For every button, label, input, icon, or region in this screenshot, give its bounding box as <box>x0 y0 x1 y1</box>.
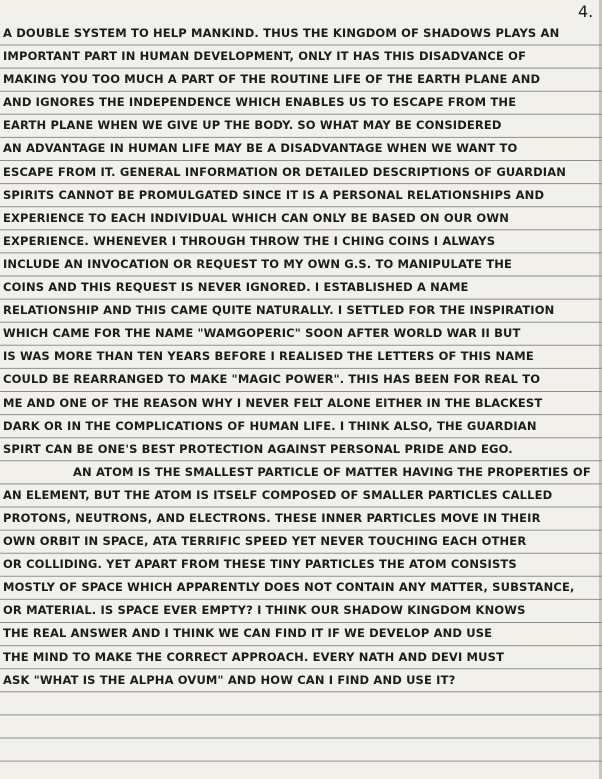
handwritten-line: IMPORTANT PART IN HUMAN DEVELOPMENT, ONLY IT HAS THIS DISADVANCE OF <box>3 49 527 64</box>
handwritten-line: AN ATOM IS THE SMALLEST PARTICLE OF MATTER HAVING THE PROPERTIES OF <box>73 464 591 479</box>
page-number: 4. <box>578 2 594 21</box>
handwritten-line: ESCAPE FROM IT. GENERAL INFORMATION OR DETAILED DESCRIPTIONS OF GUARDIAN <box>3 164 567 179</box>
handwritten-line: DARK OR IN THE COMPLICATIONS OF HUMAN LIFE. I THINK ALSO, THE GUARDIAN <box>3 418 537 433</box>
handwritten-line: PROTONS, NEUTRONS, AND ELECTRONS. THESE INNER PARTICLES MOVE IN THEIR <box>3 510 541 525</box>
handwritten-line: INCLUDE AN INVOCATION OR REQUEST TO MY OWN G.S. TO MANIPULATE THE <box>3 256 513 271</box>
handwritten-line: ASK "WHAT IS THE ALPHA OVUM" AND HOW CAN I FIND AND USE IT? <box>3 672 456 687</box>
handwritten-line: MAKING YOU TOO MUCH A PART OF THE ROUTINE LIFE OF THE EARTH PLANE AND <box>3 72 541 87</box>
handwritten-line: A DOUBLE SYSTEM TO HELP MANKIND. THUS THE KINGDOM OF SHADOWS PLAYS AN <box>3 26 560 40</box>
handwritten-line: WHICH CAME FOR THE NAME "WAMGOPERIC" SOON AFTER WORLD WAR II BUT <box>3 326 521 341</box>
handwritten-line: COULD BE REARRANGED TO MAKE "MAGIC POWER". THIS HAS BEEN FOR REAL TO <box>3 372 541 387</box>
handwritten-line: COINS AND THIS REQUEST IS NEVER IGNORED. I ESTABLISHED A NAME <box>3 280 469 295</box>
handwritten-line: RELATIONSHIP AND THIS CAME QUITE NATURALLY. I SETTLED FOR THE INSPIRATION <box>3 303 555 318</box>
handwritten-line: THE MIND TO MAKE THE CORRECT APPROACH. EVERY NATH AND DEVI MUST <box>3 649 505 664</box>
handwritten-line: ME AND ONE OF THE REASON WHY I NEVER FELT ALONE EITHER IN THE BLACKEST <box>3 395 543 410</box>
handwritten-line: IS WAS MORE THAN TEN YEARS BEFORE I REALISED THE LETTERS OF THIS NAME <box>3 349 534 364</box>
handwritten-line: OR MATERIAL. IS SPACE EVER EMPTY? I THINK OUR SHADOW KINGDOM KNOWS <box>3 603 526 618</box>
handwritten-line: SPIRT CAN BE ONE'S BEST PROTECTION AGAINST PERSONAL PRIDE AND EGO. <box>3 441 513 456</box>
handwritten-line: SPIRITS CANNOT BE PROMULGATED SINCE IT IS A PERSONAL RELATIONSHIPS AND <box>3 187 545 202</box>
handwritten-line: EXPERIENCE TO EACH INDIVIDUAL WHICH CAN ONLY BE BASED ON OUR OWN <box>3 210 509 225</box>
handwritten-line: AND IGNORES THE INDEPENDENCE WHICH ENABLES US TO ESCAPE FROM THE <box>3 95 517 110</box>
handwritten-line: EARTH PLANE WHEN WE GIVE UP THE BODY. SO WHAT MAY BE CONSIDERED <box>3 118 502 133</box>
handwritten-line: AN ELEMENT, BUT THE ATOM IS ITSELF COMPOSED OF SMALLER PARTICLES CALLED <box>3 487 553 502</box>
handwritten-line: AN ADVANTAGE IN HUMAN LIFE MAY BE A DISADVANTAGE WHEN WE WANT TO <box>3 141 518 156</box>
handwritten-line: OR COLLIDING. YET APART FROM THESE TINY PARTICLES THE ATOM CONSISTS <box>3 557 517 572</box>
handwritten-line: OWN ORBIT IN SPACE, ATA TERRIFIC SPEED YET NEVER TOUCHING EACH OTHER <box>3 534 527 549</box>
handwritten-text-body <box>3 22 597 692</box>
handwritten-line: THE REAL ANSWER AND I THINK WE CAN FIND IT IF WE DEVELOP AND USE <box>3 626 493 641</box>
handwritten-line: EXPERIENCE. WHENEVER I THROUGH THROW THE I CHING COINS I ALWAYS <box>3 233 496 248</box>
handwritten-line: MOSTLY OF SPACE WHICH APPARENTLY DOES NOT CONTAIN ANY MATTER, SUBSTANCE, <box>3 580 575 595</box>
